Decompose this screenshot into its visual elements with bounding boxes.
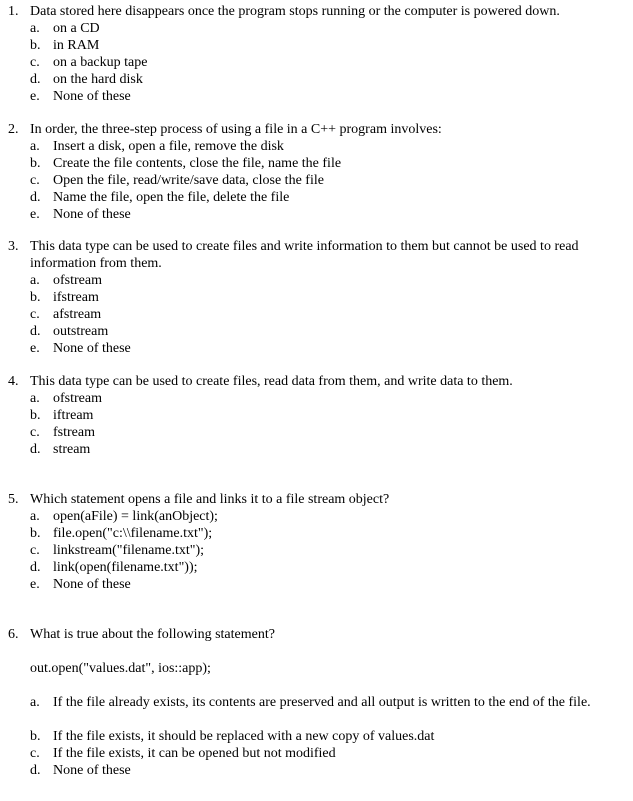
- option: [0, 155, 633, 172]
- option: [0, 138, 633, 155]
- option: [0, 172, 633, 189]
- option: [0, 559, 633, 576]
- option-letter: b.: [30, 729, 41, 744]
- option-letter: e.: [30, 207, 40, 222]
- option-text: in RAM: [53, 38, 100, 53]
- option: [0, 728, 633, 745]
- option-text: If the file exists, it should be replaced with a new copy of values.dat: [53, 729, 435, 744]
- option-letter: b.: [30, 156, 41, 171]
- question-text: This data type can be used to create files and write information to them but cannot be used to read information from them.: [30, 239, 579, 271]
- question-number: 1.: [8, 4, 19, 19]
- option-text: Name the file, open the file, delete the file: [53, 190, 290, 205]
- option-text: Open the file, read/write/save data, close the file: [53, 173, 324, 188]
- option-text: ofstream: [53, 391, 102, 406]
- question-text: In order, the three-step process of using a file in a C++ program involves:: [30, 122, 442, 137]
- option: [0, 576, 633, 593]
- option-text: outstream: [53, 324, 109, 339]
- option-letter: d.: [30, 324, 41, 339]
- code-statement: out.open("values.dat", ios::app);: [30, 661, 211, 676]
- option-letter: b.: [30, 290, 41, 305]
- option-text: link(open(filename.txt"));: [53, 560, 198, 575]
- option: [0, 206, 633, 223]
- option: [0, 424, 633, 441]
- question-number: 4.: [8, 374, 19, 389]
- option-letter: a.: [30, 21, 40, 36]
- question-text: What is true about the following statement?: [30, 627, 275, 642]
- option-text: None of these: [53, 763, 131, 778]
- option-letter: a.: [30, 391, 40, 406]
- option: [0, 306, 633, 323]
- option: [0, 390, 633, 407]
- option-text: iftream: [53, 408, 94, 423]
- option-text: Insert a disk, open a file, remove the disk: [53, 139, 284, 154]
- option-letter: a.: [30, 509, 40, 524]
- option-text: stream: [53, 442, 91, 457]
- option-text: on the hard disk: [53, 72, 143, 87]
- option-text: If the file exists, it can be opened but not modified: [53, 746, 336, 761]
- option-text: fstream: [53, 425, 95, 440]
- option-text: None of these: [53, 577, 131, 592]
- option: [0, 542, 633, 559]
- option: [0, 762, 633, 779]
- option-text: on a backup tape: [53, 55, 148, 70]
- option-text: afstream: [53, 307, 102, 322]
- option-text: ofstream: [53, 273, 102, 288]
- option-letter: d.: [30, 560, 41, 575]
- option-letter: c.: [30, 307, 40, 322]
- option-text: open(aFile) = link(anObject);: [53, 509, 218, 524]
- option-letter: e.: [30, 89, 40, 104]
- option-letter: c.: [30, 746, 40, 761]
- option: [0, 71, 633, 88]
- option-letter: a.: [30, 695, 40, 710]
- option: [0, 88, 633, 105]
- option: [0, 54, 633, 71]
- option: [0, 189, 633, 206]
- option-letter: c.: [30, 543, 40, 558]
- option-text: None of these: [53, 341, 131, 356]
- option-letter: c.: [30, 173, 40, 188]
- question-text: Data stored here disappears once the program stops running or the computer is powered down.: [30, 4, 560, 19]
- option: [0, 323, 633, 340]
- question-number: 5.: [8, 492, 19, 507]
- option-letter: d.: [30, 72, 41, 87]
- option: [0, 20, 633, 37]
- option-letter: e.: [30, 577, 40, 592]
- option-letter: b.: [30, 38, 41, 53]
- option: [0, 525, 633, 542]
- question-number: 6.: [8, 627, 19, 642]
- option-letter: b.: [30, 526, 41, 541]
- option-text: If the file already exists, its contents are preserved and all output is written to the end of the file.: [53, 695, 591, 710]
- option-text: None of these: [53, 89, 131, 104]
- option-text: None of these: [53, 207, 131, 222]
- option-letter: d.: [30, 442, 41, 457]
- option-letter: b.: [30, 408, 41, 423]
- option: [0, 508, 633, 525]
- question-text: Which statement opens a file and links it to a file stream object?: [30, 492, 390, 507]
- option-letter: c.: [30, 55, 40, 70]
- option-letter: d.: [30, 763, 41, 778]
- question-number: 3.: [8, 239, 19, 254]
- option: [0, 694, 633, 728]
- option: [0, 441, 633, 458]
- option: [0, 37, 633, 54]
- question-text: This data type can be used to create files, read data from them, and write data to them.: [30, 374, 513, 389]
- option: [0, 407, 633, 424]
- option: [0, 272, 633, 289]
- question-number: 2.: [8, 122, 19, 137]
- option-text: ifstream: [53, 290, 99, 305]
- option-text: Create the file contents, close the file, name the file: [53, 156, 342, 171]
- option-text: on a CD: [53, 21, 100, 36]
- option-text: linkstream("filename.txt");: [53, 543, 204, 558]
- option-letter: d.: [30, 190, 41, 205]
- option-letter: c.: [30, 425, 40, 440]
- option-text: file.open("c:\\filename.txt");: [53, 526, 213, 541]
- option: [0, 289, 633, 306]
- option-letter: a.: [30, 273, 40, 288]
- option-letter: e.: [30, 341, 40, 356]
- option-letter: a.: [30, 139, 40, 154]
- option: [0, 340, 633, 357]
- option: [0, 745, 633, 762]
